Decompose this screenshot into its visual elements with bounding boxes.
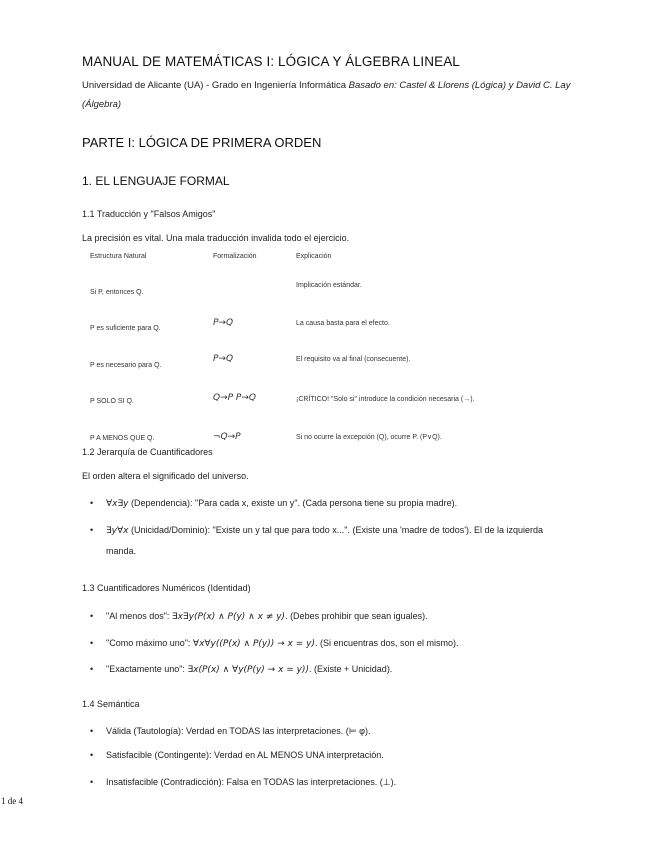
- bullet-icon: •: [90, 498, 94, 508]
- list-item: "Al menos dos": ∃x∃y(P(x) ∧ P(y) ∧ x ≠ y). (Debes prohibir que sean iguales).: [106, 611, 428, 622]
- table-cell-natural: P A MENOS QUE Q.: [90, 435, 155, 442]
- bullet-icon: •: [90, 638, 94, 648]
- document-subtitle: [82, 76, 572, 114]
- subsection-intro-1-1: La precisión es vital. Una mala traducción invalida todo el ejercicio.: [82, 233, 350, 243]
- table-cell-natural: P es suficiente para Q.: [90, 325, 161, 332]
- table-cell-formal: Q→P P→Q: [213, 393, 256, 403]
- subsection-heading-1-3: 1.3 Cuantificadores Numéricos (Identidad): [82, 583, 251, 593]
- list-item: Satisfacible (Contingente): Verdad en AL MENOS UNA interpretación.: [106, 750, 384, 760]
- table-cell-explanation: La causa basta para el efecto.: [296, 320, 390, 327]
- list-item: "Exactamente uno": ∃x(P(x) ∧ ∀y(P(y) → x = y)). (Existe + Unicidad).: [106, 664, 393, 675]
- list-item: "Como máximo uno": ∀x∀y((P(x) ∧ P(y)) → x = y). (Si encuentras dos, son el mismo).: [106, 638, 459, 649]
- list-item: Válida (Tautología): Verdad en TODAS las interpretaciones. (⊨ φ).: [106, 726, 371, 736]
- page-number: 1 de 4: [1, 796, 23, 806]
- bullet-icon: •: [90, 611, 94, 621]
- table-cell-formal: P→Q: [213, 354, 234, 364]
- subsection-intro-1-2: El orden altera el significado del universo.: [82, 471, 249, 481]
- table-header-formal: Formalización: [213, 253, 257, 260]
- table-cell-explanation: Si no ocurre la excepción (Q), ocurre P. (P∨Q).: [296, 434, 442, 441]
- table-cell-explanation: El requisito va al final (consecuente).: [296, 356, 411, 363]
- table-header-explanation: Explicación: [296, 253, 332, 260]
- section-heading: 1. EL LENGUAJE FORMAL: [82, 174, 230, 188]
- subtitle-institution: Universidad de Alicante (UA) - Grado en Ingeniería Informática: [82, 80, 347, 91]
- part-heading: PARTE I: LÓGICA DE PRIMERA ORDEN: [82, 135, 322, 150]
- table-cell-explanation: Implicación estándar.: [296, 282, 362, 289]
- table-cell-natural: P es necesario para Q.: [90, 362, 162, 369]
- table-cell-natural: P SOLO SI Q.: [90, 398, 134, 405]
- table-cell-explanation: ¡CRÍTICO! "Solo si" introduce la condición necesaria (→).: [296, 396, 475, 403]
- table-header-natural: Estructura Natural: [90, 253, 147, 260]
- subtitle-sources: Basado en: Castel & Llorens (Lógica) y David C. Lay (Álgebra): [82, 80, 571, 110]
- subsection-heading-1-2: 1.2 Jerarquía de Cuantificadores: [82, 447, 213, 457]
- bullet-icon: •: [90, 750, 94, 760]
- bullet-icon: •: [90, 525, 94, 535]
- list-item: Insatisfacible (Contradicción): Falsa en TODAS las interpretaciones. (⊥).: [106, 777, 397, 787]
- bullet-icon: •: [90, 664, 94, 674]
- subsection-heading-1-1: 1.1 Traducción y "Falsos Amigos": [82, 209, 216, 219]
- list-item: ∀x∃y (Dependencia): "Para cada x, existe un y". (Cada persona tiene su propia madre).: [106, 498, 458, 509]
- bullet-icon: •: [90, 777, 94, 787]
- table-cell-formal: ¬Q→P: [213, 432, 241, 442]
- table-cell-formal: P→Q: [213, 318, 234, 328]
- table-cell-natural: Si P, entonces Q.: [90, 289, 144, 296]
- document-title: MANUAL DE MATEMÁTICAS I: LÓGICA Y ÁLGEBRA LINEAL: [82, 54, 460, 69]
- list-item: ∃y∀x (Unicidad/Dominio): "Existe un y tal que para todo x...". (Existe una 'madre de todos'). El de la izquierda manda.: [106, 525, 544, 556]
- bullet-icon: •: [90, 726, 94, 736]
- subsection-heading-1-4: 1.4 Semántica: [82, 699, 140, 709]
